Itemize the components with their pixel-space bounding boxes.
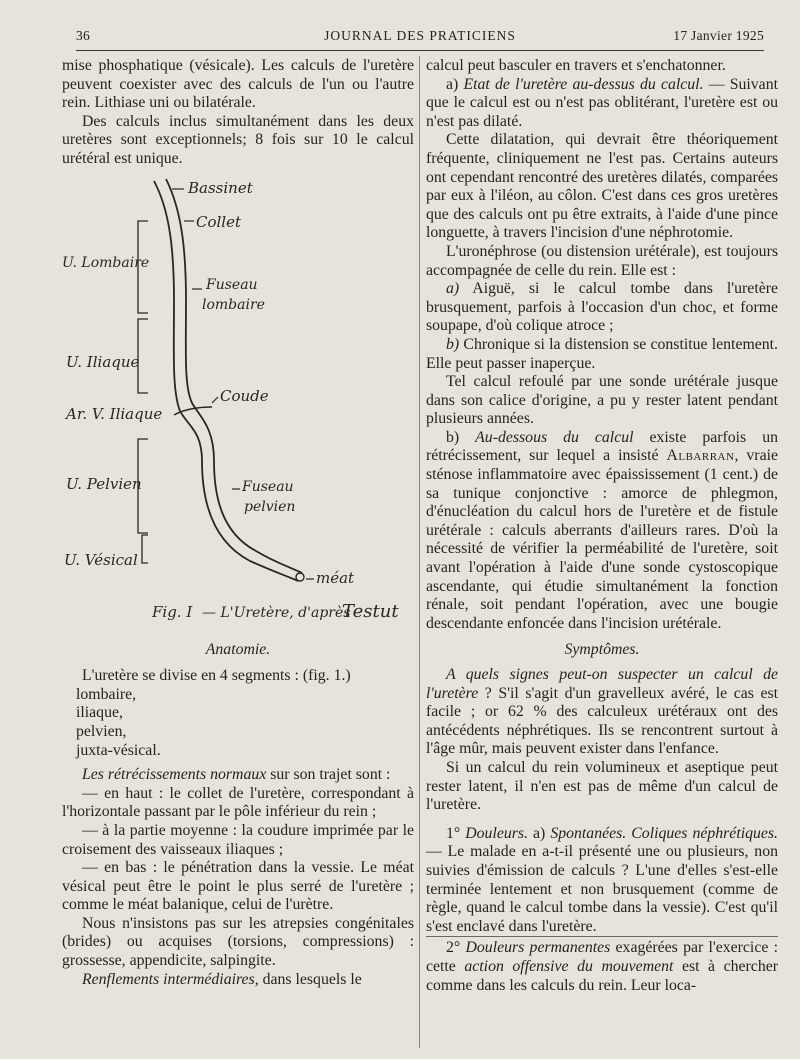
list-item: lombaire, [76, 685, 137, 703]
paragraph [426, 280, 778, 336]
paragraph: Si un calcul du rein volumineux et aseptique peut rester latent, il n'en est pas de même d'un calcul de l'uretère. [426, 758, 778, 814]
label-fuseau-lombaire: Fuseau [206, 276, 258, 293]
text-run: — Suivant que le calcul est ou n'est pas oblitérant, l'uretère est ou n'est pas dilaté. [426, 75, 778, 130]
section-heading-symptomes: Symptômes. [564, 641, 640, 659]
emphasis: b) [446, 335, 460, 353]
paragraph: — à la partie moyenne : la coudure imprimée par le croisement des vaisseaux iliaques ; [62, 821, 414, 858]
label-u-iliaque: U. Iliaque [66, 352, 140, 371]
paragraph [62, 766, 414, 785]
text-run: ? S'il s'agit d'un gravelleux avéré, le cas est facile ; or 62 % des calculeux urétéraux ont des antécédents néphrétiques. Ils se rencontrent surtout à l'âge mûr, mais peuvent exister dans l'enfance. [426, 684, 778, 758]
page-header [76, 28, 764, 51]
paragraph [426, 939, 778, 995]
paragraph: — en haut : le collet de l'uretère, correspondant à l'horizontale passant par le pôle inférieur du rein ; [62, 784, 414, 821]
label-u-vesical: U. Vésical [64, 550, 138, 569]
text-run: a) [528, 824, 551, 842]
emphasis: Renflements intermédiaires, [82, 970, 259, 988]
label-fuseau-pelvien: Fuseau [242, 478, 294, 495]
segment-list [62, 686, 414, 760]
label-collet: Collet [196, 212, 242, 231]
author-name: Albarran [666, 447, 735, 465]
separator-rule [426, 936, 778, 937]
label-ar-v-iliaque: Ar. V. Iliaque [66, 404, 163, 423]
paragraph: mise phosphatique (vésicale). Les calculs de l'uretère peuvent coexister avec des calculs de l'un ou l'autre rein. Lithiase uni ou bilatérale. [62, 57, 414, 112]
text-run: Chronique si la distension se constitue lentement. Elle peut passer inaperçue. [426, 335, 778, 372]
paragraph: Des calculs inclus simultanément dans les deux uretères sont exceptionnels; 8 fois sur 10 le calcul urétéral est unique. [62, 112, 414, 167]
paragraph: L'uretère se divise en 4 segments : (fig. 1.) [82, 667, 351, 685]
emphasis: Les rétrécissements normaux [82, 766, 267, 784]
text-run: existe parfois un rétrécissement, sur lequel a insisté [426, 428, 778, 465]
emphasis: Etat de l'uretère au-dessus du calcul. [463, 75, 704, 93]
paragraph [426, 336, 778, 373]
figure-caption-text: — L'Uretère, d'après [202, 604, 351, 621]
label-fuseau-lombaire-2: lombaire [202, 296, 265, 313]
emphasis: action offensive du mouvement [464, 957, 674, 975]
paragraph [62, 971, 414, 990]
text-run: exagérées par l'exercice : cette [426, 939, 778, 975]
paragraph: calcul peut basculer en travers et s'enchatonner. [426, 57, 726, 74]
text-run: — Le malade en a-t-il présenté une ou plusieurs, non suivies d'émission de calculs ? L'une d'elles s'est-elle terminée lentement et non brusquement (comme de règle, quand le calcul tombe dans la vessie). C'est qu'il s'est enclavé dans l'uretère. [426, 843, 778, 935]
ureter-figure [62, 171, 414, 641]
paragraph: L'uronéphrose (ou distension urétérale), est toujours accompagnée de celle du rein. Elle est : [426, 242, 778, 279]
label-u-lombaire: U. Lombaire [62, 254, 150, 271]
text-run: dans lesquels le [258, 970, 362, 988]
paragraph [426, 825, 778, 937]
right-column [426, 57, 778, 995]
emphasis: A quels signes peut-on suspecter un calcul de l'uretère [426, 666, 778, 702]
emphasis: Au-dessous du calcul [475, 428, 634, 446]
column-divider [419, 56, 420, 1048]
label-fuseau-pelvien-2: pelvien [244, 498, 296, 515]
paragraph: Cette dilatation, qui devrait être théoriquement fréquente, cliniquement ne l'est pas. Certains auteurs ont cependant rencontré des uretères dilatés, comparées par eux à l'iléon, au côlon. C'est dans ces gros uretères que des calculs ont pu être extraits, à l'aide d'une pince longuette, à travers l'incision d'une néphrotomie. [426, 131, 778, 242]
text-run: 2° [446, 939, 466, 957]
emphasis: Spontanées. Coliques néphrétiques. [550, 824, 778, 842]
text-run: sur son trajet sont : [266, 766, 391, 784]
emphasis: Douleurs permanentes [465, 939, 611, 957]
text-run: b) [446, 428, 476, 446]
text-run: , vraie sténose inflammatoire avec épaississement (1 cent.) de sa tunique conjonctive : amorce de phlegmon, d'énucléation du calcul hors de l'uretère et de fistule urétérale : calculs aberrants d'ailleurs rares. D'où la nécessité de vérifier la perméabilité de l'uretère, soit avant l'opération à l'aide d'une sonde cystoscopique ascendante, qui étudie simultanément la fonction rénale, soit pendant l'opération, avec une bougie descendante enfoncée dans l'incision urétérale. [426, 447, 778, 632]
left-column [62, 57, 414, 989]
section-heading-anatomie: Anatomie. [205, 640, 271, 658]
label-meat: méat [316, 568, 355, 587]
list-item: pelvien, [76, 722, 127, 740]
issue-date: 17 Janvier 1925 [673, 28, 764, 43]
label-u-pelvien: U. Pelvien [66, 474, 142, 493]
figure-caption-author: Testut [342, 600, 399, 622]
list-item: juxta-vésical. [76, 741, 161, 759]
emphasis: Douleurs. [465, 824, 528, 842]
journal-title: JOURNAL DES PRATICIENS [324, 28, 516, 43]
paragraph: Tel calcul refoulé par une sonde urétérale jusque dans son calice d'origine, a pu y rester latent pendant plusieurs années. [426, 373, 778, 428]
figure-caption-number: Fig. I [152, 602, 193, 621]
text-run: a) [446, 75, 464, 93]
list-item: iliaque, [76, 704, 123, 722]
text-run: 1° [446, 824, 466, 842]
label-coude: Coude [220, 386, 269, 405]
paragraph: Nous n'insistons pas sur les atrepsies congénitales (brides) ou acquises (torsions, compressions) : grossesse, appendicite, salpingite. [62, 914, 414, 970]
paragraph [426, 666, 778, 759]
paragraph [426, 76, 778, 132]
emphasis: a) [446, 280, 460, 298]
text-run: est à chercher comme dans les calculs du rein. Leur loca- [426, 957, 778, 994]
page-number: 36 [76, 28, 91, 43]
label-bassinet: Bassinet [188, 178, 253, 197]
paragraph [426, 429, 778, 634]
text-run: Aiguë, si le calcul tombe dans l'uretère brusquement, parfois à l'occasion d'un choc, et forme soupape, d'où colique atroce ; [426, 280, 778, 335]
paragraph: — en bas : le pénétration dans la vessie. Le méat vésical peut être le point le plus serré de l'uretère ; comme le méat balanique, celui de l'urètre. [62, 859, 414, 914]
ureter-drawing [62, 171, 414, 641]
